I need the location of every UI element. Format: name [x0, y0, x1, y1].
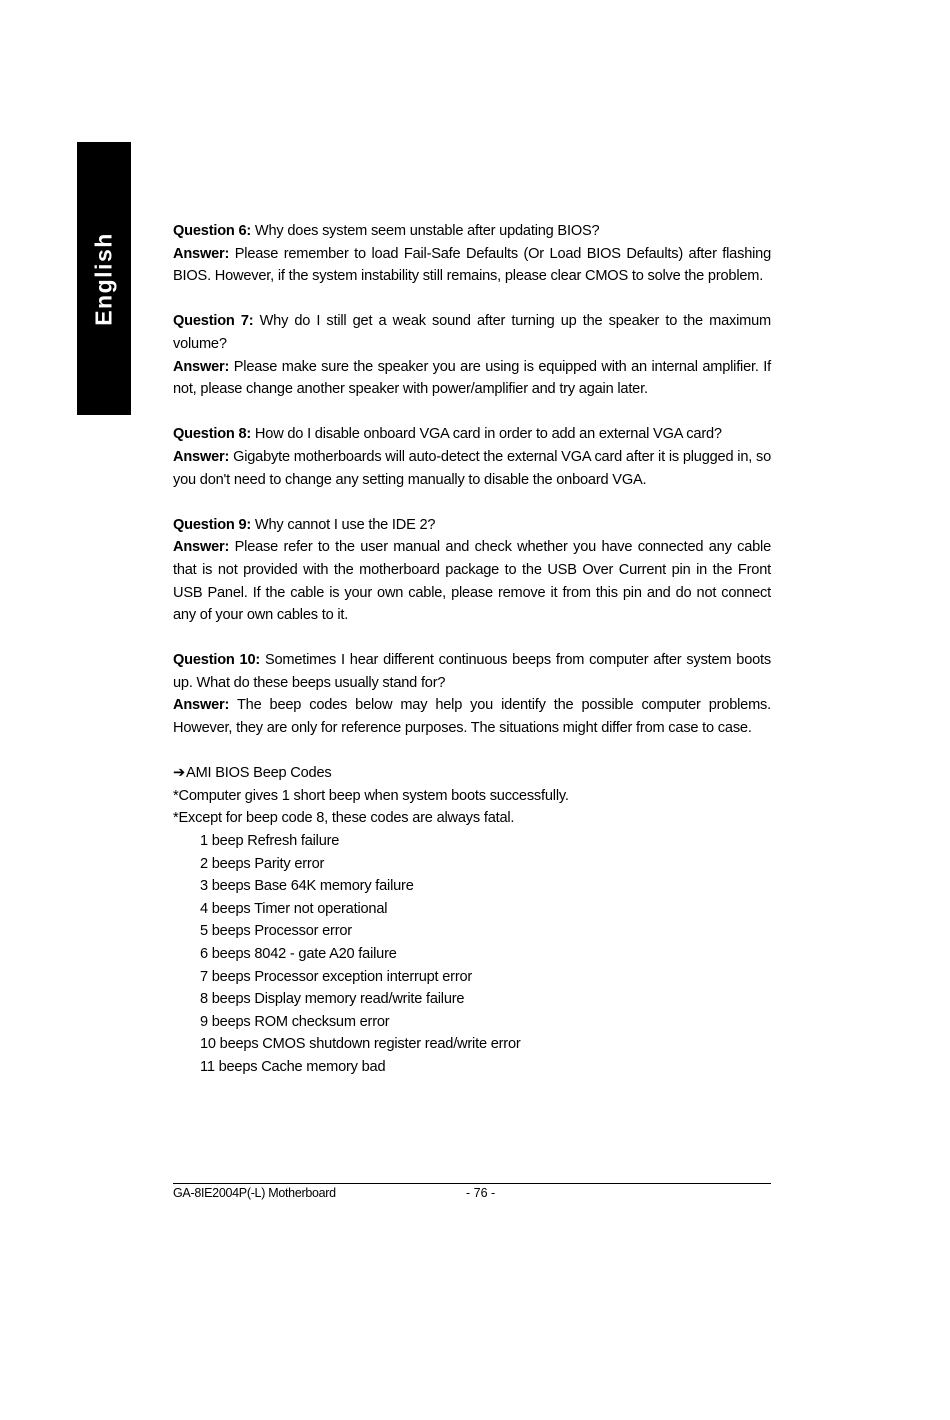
faq-question-7 [173, 310, 771, 400]
question-line [173, 649, 771, 694]
question-text: Why do I still get a weak sound after turning up the speaker to the maximum volume? [173, 313, 771, 352]
answer-line [173, 243, 771, 288]
beep-code-item: 10 beeps CMOS shutdown register read/write error [200, 1036, 521, 1053]
question-label: Question 9: [173, 516, 252, 533]
arrow-right-icon: ➔ [173, 765, 186, 782]
beep-code-item: 9 beeps ROM checksum error [200, 1013, 390, 1030]
question-text: How do I disable onboard VGA card in order to add an external VGA card? [251, 426, 722, 443]
beep-code-item: 5 beeps Processor error [200, 923, 352, 940]
beep-code-item: 8 beeps Display memory read/write failure [200, 991, 465, 1008]
question-label: Question 10: [173, 652, 261, 669]
beep-note-success: *Computer gives 1 short beep when system boots successfully. [173, 787, 569, 804]
answer-text: The beep codes below may help you identify the possible computer problems. However, they are only for reference purposes. The situations might differ from case to case. [173, 697, 771, 737]
faq-question-9 [173, 514, 771, 627]
answer-text: Please remember to load Fail-Safe Defaults (Or Load BIOS Defaults) after flashing BIOS. However, if the system instability still remains, please clear CMOS to solve the problem. [173, 245, 771, 285]
beep-codes-title: AMI BIOS Beep Codes [186, 765, 332, 782]
answer-label: Answer: [173, 245, 230, 262]
answer-label: Answer: [173, 697, 230, 714]
faq-question-6 [173, 220, 771, 288]
question-line [173, 220, 771, 243]
beep-code-item: 6 beeps 8042 - gate A20 failure [200, 946, 397, 962]
answer-text: Please refer to the user manual and check whether you have connected any cable that is not provided with the motherboard package to the USB Over Current pin in the Front USB Panel. If the cable is your own cable, please remove it from this pin and do not connect any of your own cables to it. [173, 539, 771, 624]
beep-code-item: 11 beeps Cache memory bad [200, 1058, 386, 1075]
faq-question-8 [173, 423, 771, 491]
question-line [173, 310, 771, 355]
answer-line [173, 356, 771, 401]
question-text: Why does system seem unstable after updating BIOS? [251, 223, 600, 239]
answer-line [173, 536, 771, 626]
question-line [173, 514, 771, 537]
answer-line [173, 694, 771, 739]
answer-label: Answer: [173, 539, 230, 556]
faq-question-10 [173, 649, 771, 739]
beep-note-fatal: *Except for beep code 8, these codes are always fatal. [173, 810, 515, 827]
faq-content [173, 220, 771, 1079]
language-tab [77, 142, 131, 415]
answer-text: Gigabyte motherboards will auto-detect the external VGA card after it is plugged in, so you don't need to change any setting manually to disable the onboard VGA. [173, 448, 771, 488]
beep-code-item: 3 beeps Base 64K memory failure [200, 878, 414, 895]
question-line [173, 423, 771, 446]
question-label: Question 8: [173, 426, 252, 443]
question-text: Sometimes I hear different continuous beeps from computer after system boots up. What do these beeps usually stand for? [173, 652, 771, 691]
beep-code-item: 4 beeps Timer not operational [200, 900, 388, 917]
language-tab-label: English [90, 231, 117, 326]
page-number: - 76 - [466, 1186, 496, 1200]
answer-text: Please make sure the speaker you are using is equipped with an internal amplifier. If not, please change another speaker with power/amplifier and try again later. [173, 358, 771, 398]
footer-divider [173, 1183, 771, 1184]
question-label: Question 6: [173, 223, 252, 239]
question-label: Question 7: [173, 313, 254, 330]
ami-beep-codes [173, 762, 771, 1078]
answer-line [173, 446, 771, 491]
beep-code-item: 7 beeps Processor exception interrupt error [200, 968, 473, 985]
footer-model: GA-8IE2004P(-L) Motherboard [173, 1186, 336, 1200]
question-text: Why cannot I use the IDE 2? [251, 516, 436, 533]
beep-code-item: 1 beep Refresh failure [200, 833, 340, 850]
answer-label: Answer: [173, 358, 230, 375]
answer-label: Answer: [173, 448, 230, 465]
beep-code-list [173, 830, 771, 1079]
beep-codes-heading [173, 762, 771, 785]
beep-code-item: 2 beeps Parity error [200, 855, 325, 872]
